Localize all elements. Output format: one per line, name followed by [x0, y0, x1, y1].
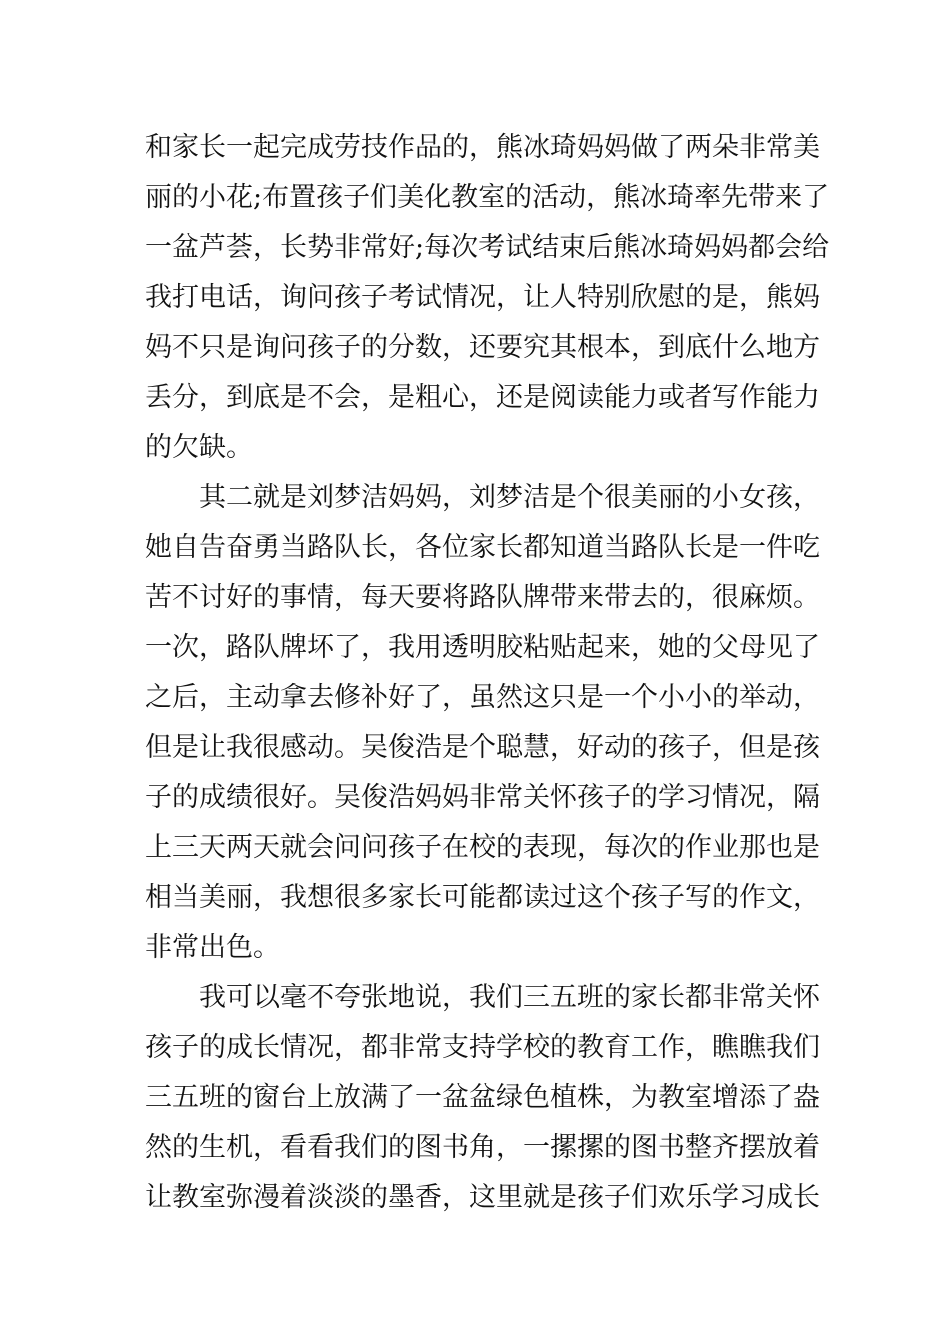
text-line: 相当美丽，我想很多家长可能都读过这个孩子写的作文， [145, 882, 820, 913]
text-line: 她自告奋勇当路队长，各位家长都知道当路队长是一件吃 [145, 532, 820, 563]
text-line: 之后，主动拿去修补好了，虽然这只是一个小小的举动， [145, 682, 820, 713]
text-line: 子的成绩很好。吴俊浩妈妈非常关怀孩子的学习情况，隔 [145, 782, 820, 813]
text-line: 但是让我很感动。吴俊浩是个聪慧，好动的孩子，但是孩 [145, 732, 820, 763]
text-line: 非常出色。 [145, 932, 280, 963]
text-line: 丽的小花;布置孩子们美化教室的活动，熊冰琦率先带来了 [145, 182, 830, 213]
text-line: 孩子的成长情况，都非常支持学校的教育工作，瞧瞧我们 [145, 1032, 820, 1063]
text-line: 的欠缺。 [145, 432, 253, 463]
text-line: 一盆芦荟，长势非常好;每次考试结束后熊冰琦妈妈都会给 [145, 232, 830, 263]
paragraph-first-line: 我可以毫不夸张地说，我们三五班的家长都非常关怀 [199, 982, 820, 1013]
text-line: 苦不讨好的事情，每天要将路队牌带来带去的，很麻烦。 [145, 582, 820, 613]
text-line: 丢分，到底是不会，是粗心，还是阅读能力或者写作能力 [145, 382, 820, 413]
text-line: 上三天两天就会问问孩子在校的表现，每次的作业那也是 [145, 832, 820, 863]
paragraph-first-line: 其二就是刘梦洁妈妈，刘梦洁是个很美丽的小女孩， [199, 482, 820, 513]
text-line: 然的生机，看看我们的图书角，一摞摞的图书整齐摆放着 [145, 1132, 820, 1163]
text-line: 三五班的窗台上放满了一盆盆绿色植株，为教室增添了盎 [145, 1082, 820, 1113]
text-line: 我打电话，询问孩子考试情况，让人特别欣慰的是，熊妈 [145, 282, 820, 313]
text-line: 和家长一起完成劳技作品的，熊冰琦妈妈做了两朵非常美 [145, 132, 820, 163]
text-line: 一次，路队牌坏了，我用透明胶粘贴起来，她的父母见了 [145, 632, 820, 663]
text-line: 妈不只是询问孩子的分数，还要究其根本，到底什么地方 [145, 332, 820, 363]
text-line: 让教室弥漫着淡淡的墨香，这里就是孩子们欢乐学习成长 [145, 1182, 820, 1213]
